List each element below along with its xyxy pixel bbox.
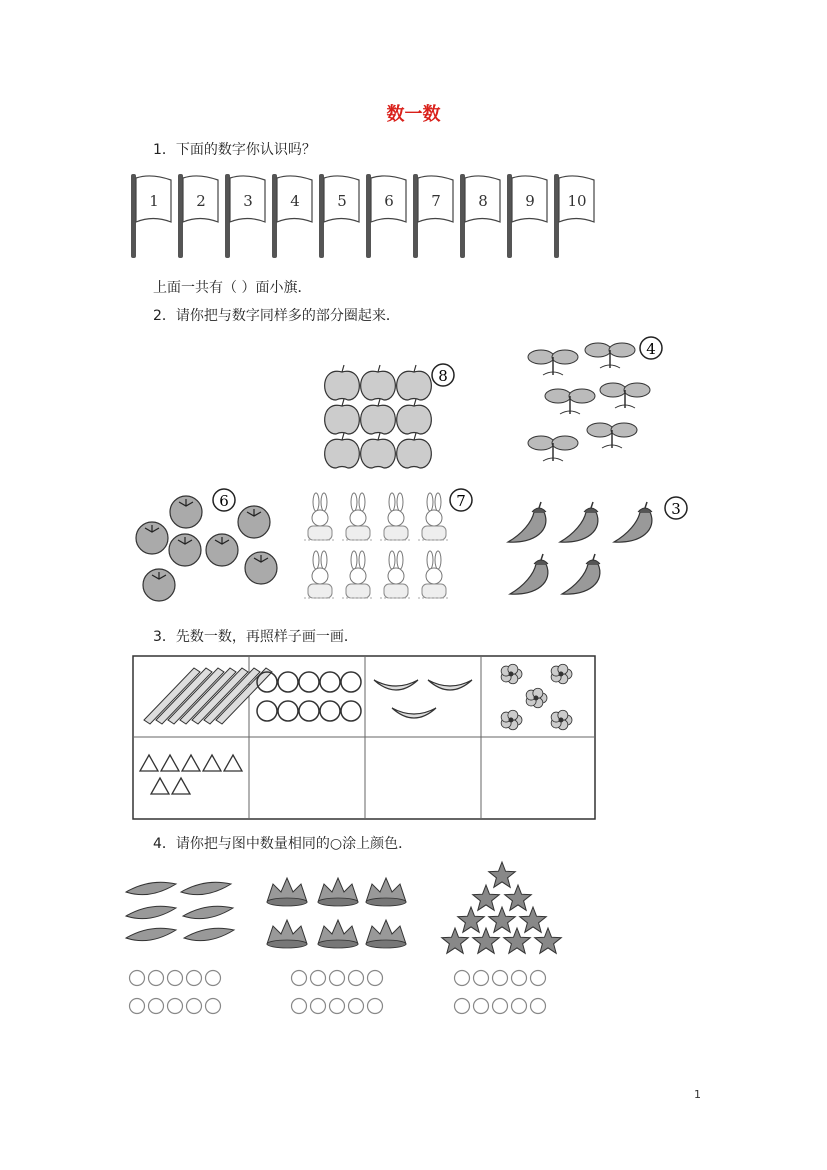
oval-icon xyxy=(278,701,298,721)
flag-5 xyxy=(319,174,359,258)
triangle-icon xyxy=(151,778,169,794)
tomato-group-number: 6 xyxy=(219,492,229,510)
color-circle[interactable] xyxy=(512,999,527,1014)
triangle-example-cell xyxy=(140,755,242,794)
pepper-icon xyxy=(560,502,598,542)
apple-group xyxy=(325,364,454,468)
flag-label: 1 xyxy=(149,192,159,210)
lotus-icon xyxy=(366,878,406,906)
color-circle[interactable] xyxy=(330,999,345,1014)
sprout-icon xyxy=(600,383,650,408)
color-circle[interactable] xyxy=(149,999,164,1014)
lotus-icon xyxy=(267,920,307,948)
color-circle[interactable] xyxy=(187,971,202,986)
question-2-illustrations xyxy=(0,330,827,620)
lotus-icon xyxy=(366,920,406,948)
flag-label: 5 xyxy=(337,192,347,210)
tomato-icon xyxy=(169,534,201,566)
tomato-group xyxy=(136,489,277,601)
sprout-icon xyxy=(585,343,635,368)
flag-label: 7 xyxy=(431,192,441,210)
apple-icon xyxy=(397,399,432,434)
oval-cell xyxy=(257,672,361,721)
star-icon xyxy=(458,907,485,932)
pepper-group xyxy=(508,497,687,594)
flower-icon xyxy=(551,710,572,730)
rabbit-group-number: 7 xyxy=(456,492,466,510)
apple-icon xyxy=(361,365,396,400)
color-circle[interactable] xyxy=(330,971,345,986)
page-number: 1 xyxy=(694,1088,701,1101)
pepper-icon xyxy=(508,502,546,542)
banana-icon xyxy=(428,680,472,690)
apple-icon xyxy=(325,433,360,468)
color-circle[interactable] xyxy=(149,971,164,986)
tomato-icon xyxy=(245,552,277,584)
star-icon xyxy=(520,907,547,932)
flag-label: 4 xyxy=(290,192,300,210)
draw-cell-1[interactable] xyxy=(250,738,364,818)
tomato-icon xyxy=(143,569,175,601)
flower-icon xyxy=(501,710,522,730)
oval-icon xyxy=(320,672,340,692)
oval-icon xyxy=(299,701,319,721)
tomato-icon xyxy=(238,506,270,538)
leaf-icon xyxy=(126,928,176,940)
flag-label: 10 xyxy=(567,192,587,210)
color-circle[interactable] xyxy=(206,971,221,986)
flag-7 xyxy=(413,174,453,258)
color-circle[interactable] xyxy=(493,971,508,986)
flag-label: 3 xyxy=(243,192,253,210)
color-circle[interactable] xyxy=(311,999,326,1014)
flag-3 xyxy=(225,174,265,258)
apple-icon xyxy=(361,399,396,434)
tomato-icon xyxy=(170,496,202,528)
color-circle[interactable] xyxy=(168,999,183,1014)
flag-label: 9 xyxy=(525,192,535,210)
question-4-illustrations xyxy=(0,858,827,1028)
rabbit-icon xyxy=(342,551,374,598)
color-circle[interactable] xyxy=(187,999,202,1014)
sprout-icon xyxy=(528,350,578,375)
leaf-icon xyxy=(181,882,231,894)
sprout-icon xyxy=(528,436,578,461)
lotus-group xyxy=(267,878,406,948)
pepper-icon xyxy=(562,554,600,594)
flags-row xyxy=(125,170,605,260)
color-circle[interactable] xyxy=(130,999,145,1014)
star-icon xyxy=(489,862,516,887)
banana-cell xyxy=(374,680,472,718)
question-1-fill-text: 上面一共有（ ）面小旗． xyxy=(153,280,312,296)
leaf-icon xyxy=(184,928,234,940)
oval-icon xyxy=(278,672,298,692)
triangle-icon xyxy=(182,755,200,771)
color-circle[interactable] xyxy=(168,971,183,986)
oval-icon xyxy=(341,672,361,692)
flag-6 xyxy=(366,174,406,258)
apple-group-number: 8 xyxy=(438,367,448,385)
rabbit-group xyxy=(304,489,472,598)
oval-icon xyxy=(341,701,361,721)
apple-icon xyxy=(361,433,396,468)
rabbit-icon xyxy=(380,493,412,540)
color-circles[interactable] xyxy=(130,971,546,1014)
lotus-icon xyxy=(267,878,307,906)
draw-cell-3[interactable] xyxy=(482,738,594,818)
page-title: 数一数 xyxy=(386,104,441,125)
star-icon xyxy=(489,907,516,932)
color-circle[interactable] xyxy=(206,999,221,1014)
triangle-icon xyxy=(161,755,179,771)
question-4-text: 4．请你把与图中数量相同的○涂上颜色． xyxy=(153,836,413,852)
color-circle[interactable] xyxy=(292,971,307,986)
leaf-icon xyxy=(183,906,233,918)
star-group xyxy=(442,862,562,953)
apple-icon xyxy=(397,365,432,400)
oval-icon xyxy=(320,701,340,721)
triangle-icon xyxy=(172,778,190,794)
rabbit-icon xyxy=(304,551,336,598)
color-circle[interactable] xyxy=(493,999,508,1014)
sprout-group xyxy=(528,337,662,461)
oval-icon xyxy=(299,672,319,692)
color-circle[interactable] xyxy=(455,971,470,986)
flag-2 xyxy=(178,174,218,258)
star-icon xyxy=(505,885,532,910)
flag-8 xyxy=(460,174,500,258)
pepper-icon xyxy=(614,502,652,542)
color-circle[interactable] xyxy=(368,999,383,1014)
question-3-table xyxy=(130,654,600,822)
draw-cell-2[interactable] xyxy=(366,738,480,818)
rabbit-icon xyxy=(304,493,336,540)
lotus-icon xyxy=(318,920,358,948)
sprout-group-number: 4 xyxy=(646,340,656,358)
pencil-cell xyxy=(144,668,272,724)
color-circle[interactable] xyxy=(368,971,383,986)
color-circle[interactable] xyxy=(531,971,546,986)
flower-cell xyxy=(501,664,572,730)
star-icon xyxy=(535,928,562,953)
color-circle[interactable] xyxy=(474,999,489,1014)
triangle-icon xyxy=(203,755,221,771)
triangle-icon xyxy=(224,755,242,771)
color-circle[interactable] xyxy=(531,999,546,1014)
color-circle[interactable] xyxy=(349,999,364,1014)
tomato-icon xyxy=(136,522,168,554)
pepper-icon xyxy=(510,554,548,594)
color-circle[interactable] xyxy=(349,971,364,986)
sprout-icon xyxy=(587,423,637,448)
color-circle[interactable] xyxy=(455,999,470,1014)
flower-icon xyxy=(526,688,547,708)
color-circle[interactable] xyxy=(512,971,527,986)
lotus-icon xyxy=(318,878,358,906)
leaf-group xyxy=(126,882,234,940)
leaf-icon xyxy=(126,882,176,894)
apple-icon xyxy=(397,433,432,468)
color-circle[interactable] xyxy=(292,999,307,1014)
banana-icon xyxy=(392,708,436,718)
oval-icon xyxy=(257,701,277,721)
question-3-text: 3．先数一数，再照样子画一画． xyxy=(153,629,358,645)
flag-9 xyxy=(507,174,547,258)
flag-label: 6 xyxy=(384,192,394,210)
color-circle[interactable] xyxy=(474,971,489,986)
question-2-text: 2．请你把与数字同样多的部分圈起来． xyxy=(153,308,400,324)
apple-icon xyxy=(325,365,360,400)
rabbit-icon xyxy=(418,551,450,598)
rabbit-icon xyxy=(418,493,450,540)
rabbit-icon xyxy=(342,493,374,540)
triangle-icon xyxy=(140,755,158,771)
flag-4 xyxy=(272,174,312,258)
question-1-text: 1．下面的数字你认识吗？ xyxy=(153,142,316,158)
tomato-icon xyxy=(206,534,238,566)
banana-icon xyxy=(374,680,418,690)
rabbit-icon xyxy=(380,551,412,598)
pepper-group-number: 3 xyxy=(671,500,681,518)
sprout-icon xyxy=(545,389,595,414)
star-icon xyxy=(473,885,500,910)
flag-1 xyxy=(131,174,171,258)
apple-icon xyxy=(325,399,360,434)
flower-icon xyxy=(551,664,572,684)
flower-icon xyxy=(501,664,522,684)
leaf-icon xyxy=(126,906,176,918)
flag-10 xyxy=(554,174,594,258)
color-circle[interactable] xyxy=(311,971,326,986)
color-circle[interactable] xyxy=(130,971,145,986)
flag-label: 8 xyxy=(478,192,488,210)
flag-label: 2 xyxy=(196,192,206,210)
